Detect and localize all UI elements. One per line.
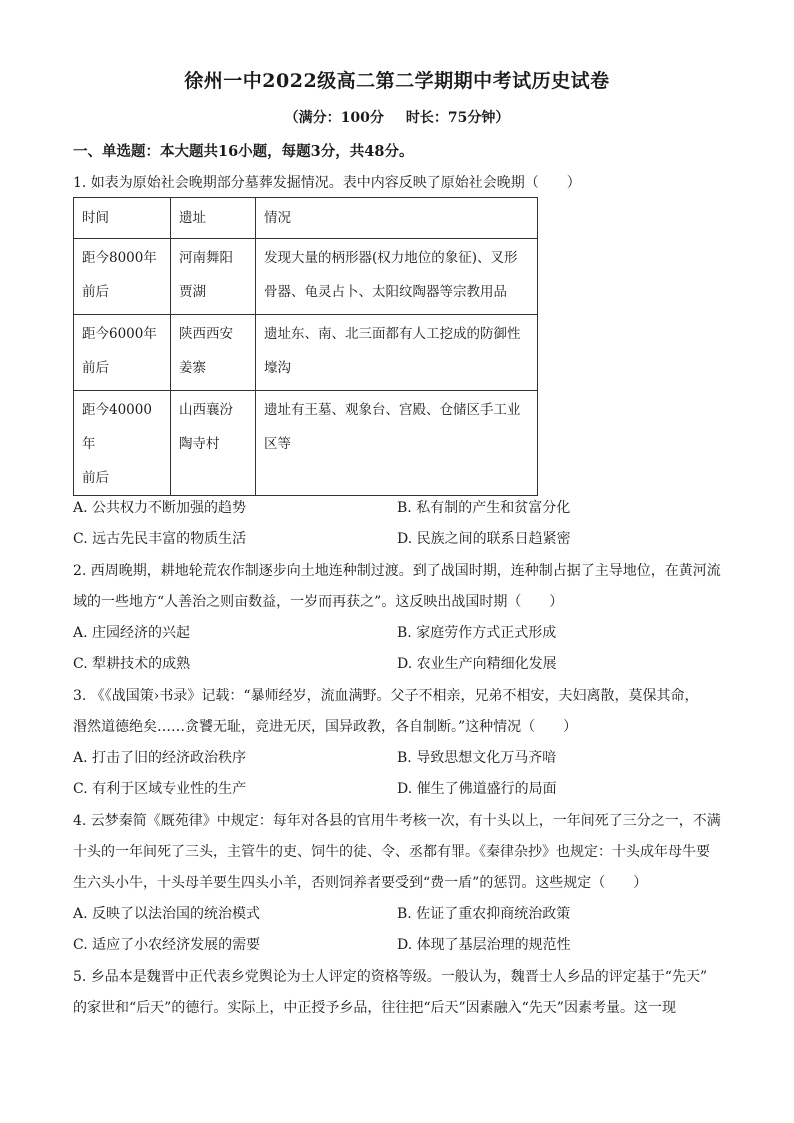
- q4-option-a[interactable]: A. 反映了以法治国的统治模式: [73, 906, 261, 922]
- table-header-row: [74, 198, 538, 239]
- q3-option-c[interactable]: C. 有利于区域专业性的生产: [73, 781, 247, 797]
- desc-cell: 遗址有王墓、观象台、宫殿、仓储区手工业 区等: [256, 391, 538, 496]
- q2-option-a[interactable]: A. 庄园经济的兴起: [73, 625, 191, 641]
- site-cell: 陕西西安 姜寨: [171, 315, 256, 391]
- time-cell: 距今40000年 前后: [74, 391, 171, 496]
- exam-subtitle: [0, 107, 794, 127]
- exam-title: 徐州一中2022级高二第二学期期中考试历史试卷: [184, 70, 610, 92]
- site-cell: 河南舞阳 贾湖: [171, 239, 256, 315]
- q3-option-d[interactable]: D. 催生了佛道盛行的局面: [397, 781, 557, 797]
- time-cell: 距今8000年 前后: [74, 239, 171, 315]
- q1-stem: 1. 如表为原始社会晚期部分墓葬发掘情况。表中内容反映了原始社会晚期（ ）: [73, 175, 581, 191]
- time-cell: 距今6000年 前后: [74, 315, 171, 391]
- q5-stem-line: 的家世和“后天”的德行。实际上，中正授予乡品，往往把“后天”因素融入“先天”因素考量。这一现: [73, 1000, 676, 1016]
- q4-stem-line: 4. 云梦秦简《厩苑律》中规定：每年对各县的官用牛考核一次，有十头以上，一年间死了三分之一，不满: [73, 813, 721, 829]
- table-header-cell: 时间: [74, 198, 171, 239]
- q2-stem-line: 2. 西周晚期，耕地轮荒农作制逐步向土地连种制过渡。到了战国时期，连种制占据了主导地位，在黄河流: [73, 563, 721, 579]
- q5-stem-line: 5. 乡品本是魏晋中正代表乡党舆论为士人评定的资格等级。一般认为，魏晋士人乡品的评定基于“先天”: [73, 969, 708, 985]
- q3-option-b[interactable]: B. 导致思想文化万马齐喑: [397, 750, 557, 766]
- q4-stem-line: 十头的一年间死了三头，主管牛的吏、饲牛的徒、令、丞都有罪。《秦律杂抄》也规定：十头成年母牛要: [73, 844, 710, 860]
- desc-cell: 遗址东、南、北三面都有人工挖成的防御性 壕沟: [256, 315, 538, 391]
- q1-table: [73, 197, 538, 496]
- q3-option-a[interactable]: A. 打击了旧的经济政治秩序: [73, 750, 247, 766]
- table-row: [74, 391, 538, 496]
- q1-option-b[interactable]: B. 私有制的产生和贫富分化: [397, 500, 571, 516]
- table-header-cell: 遗址: [171, 198, 256, 239]
- q2-option-d[interactable]: D. 农业生产向精细化发展: [397, 656, 557, 672]
- q1-option-c[interactable]: C. 远古先民丰富的物质生活: [73, 531, 247, 547]
- q2-stem-line: 域的一些地方“人善治之则亩数益，一岁而再获之”。这反映出战国时期（ ）: [73, 594, 564, 610]
- q2-option-c[interactable]: C. 犁耕技术的成熟: [73, 656, 191, 672]
- q4-stem-line: 生六头小牛，十头母羊要生四头小羊，否则饲养者要受到“费一盾”的惩罚。这些规定（ ）: [73, 875, 648, 891]
- q1-option-a[interactable]: A. 公共权力不断加强的趋势: [73, 500, 247, 516]
- section-heading: 一、单选题：本大题共16小题，每题3分，共48分。: [73, 143, 414, 160]
- q4-option-b[interactable]: B. 佐证了重农抑商统治政策: [397, 906, 571, 922]
- table-row: [74, 239, 538, 315]
- q4-option-c[interactable]: C. 适应了小农经济发展的需要: [73, 937, 261, 953]
- q2-option-b[interactable]: B. 家庭劳作方式正式形成: [397, 625, 557, 641]
- q3-stem-line: 湣然道德绝矣……贪饕无耻，竞进无厌，国异政教，各自制断。”这种情况（ ）: [73, 719, 578, 735]
- desc-cell: 发现大量的柄形器(权力地位的象征)、叉形 骨器、龟灵占卜、太阳纹陶器等宗教用品: [256, 239, 538, 315]
- table-row: [74, 315, 538, 391]
- q1-option-d[interactable]: D. 民族之间的联系日趋紧密: [397, 531, 571, 547]
- full-score: （满分：100分: [284, 110, 384, 126]
- q3-stem-line: 3. 《《战国策›书录》记载：“暴师经岁，流血满野。父子不相亲，兄弟不相安，夫妇离散，莫保其命，: [73, 688, 699, 704]
- table-header-cell: 情况: [256, 198, 538, 239]
- exam-duration: 时长：75分钟）: [405, 110, 510, 126]
- q4-option-d[interactable]: D. 体现了基层治理的规范性: [397, 937, 571, 953]
- site-cell: 山西襄汾 陶寺村: [171, 391, 256, 496]
